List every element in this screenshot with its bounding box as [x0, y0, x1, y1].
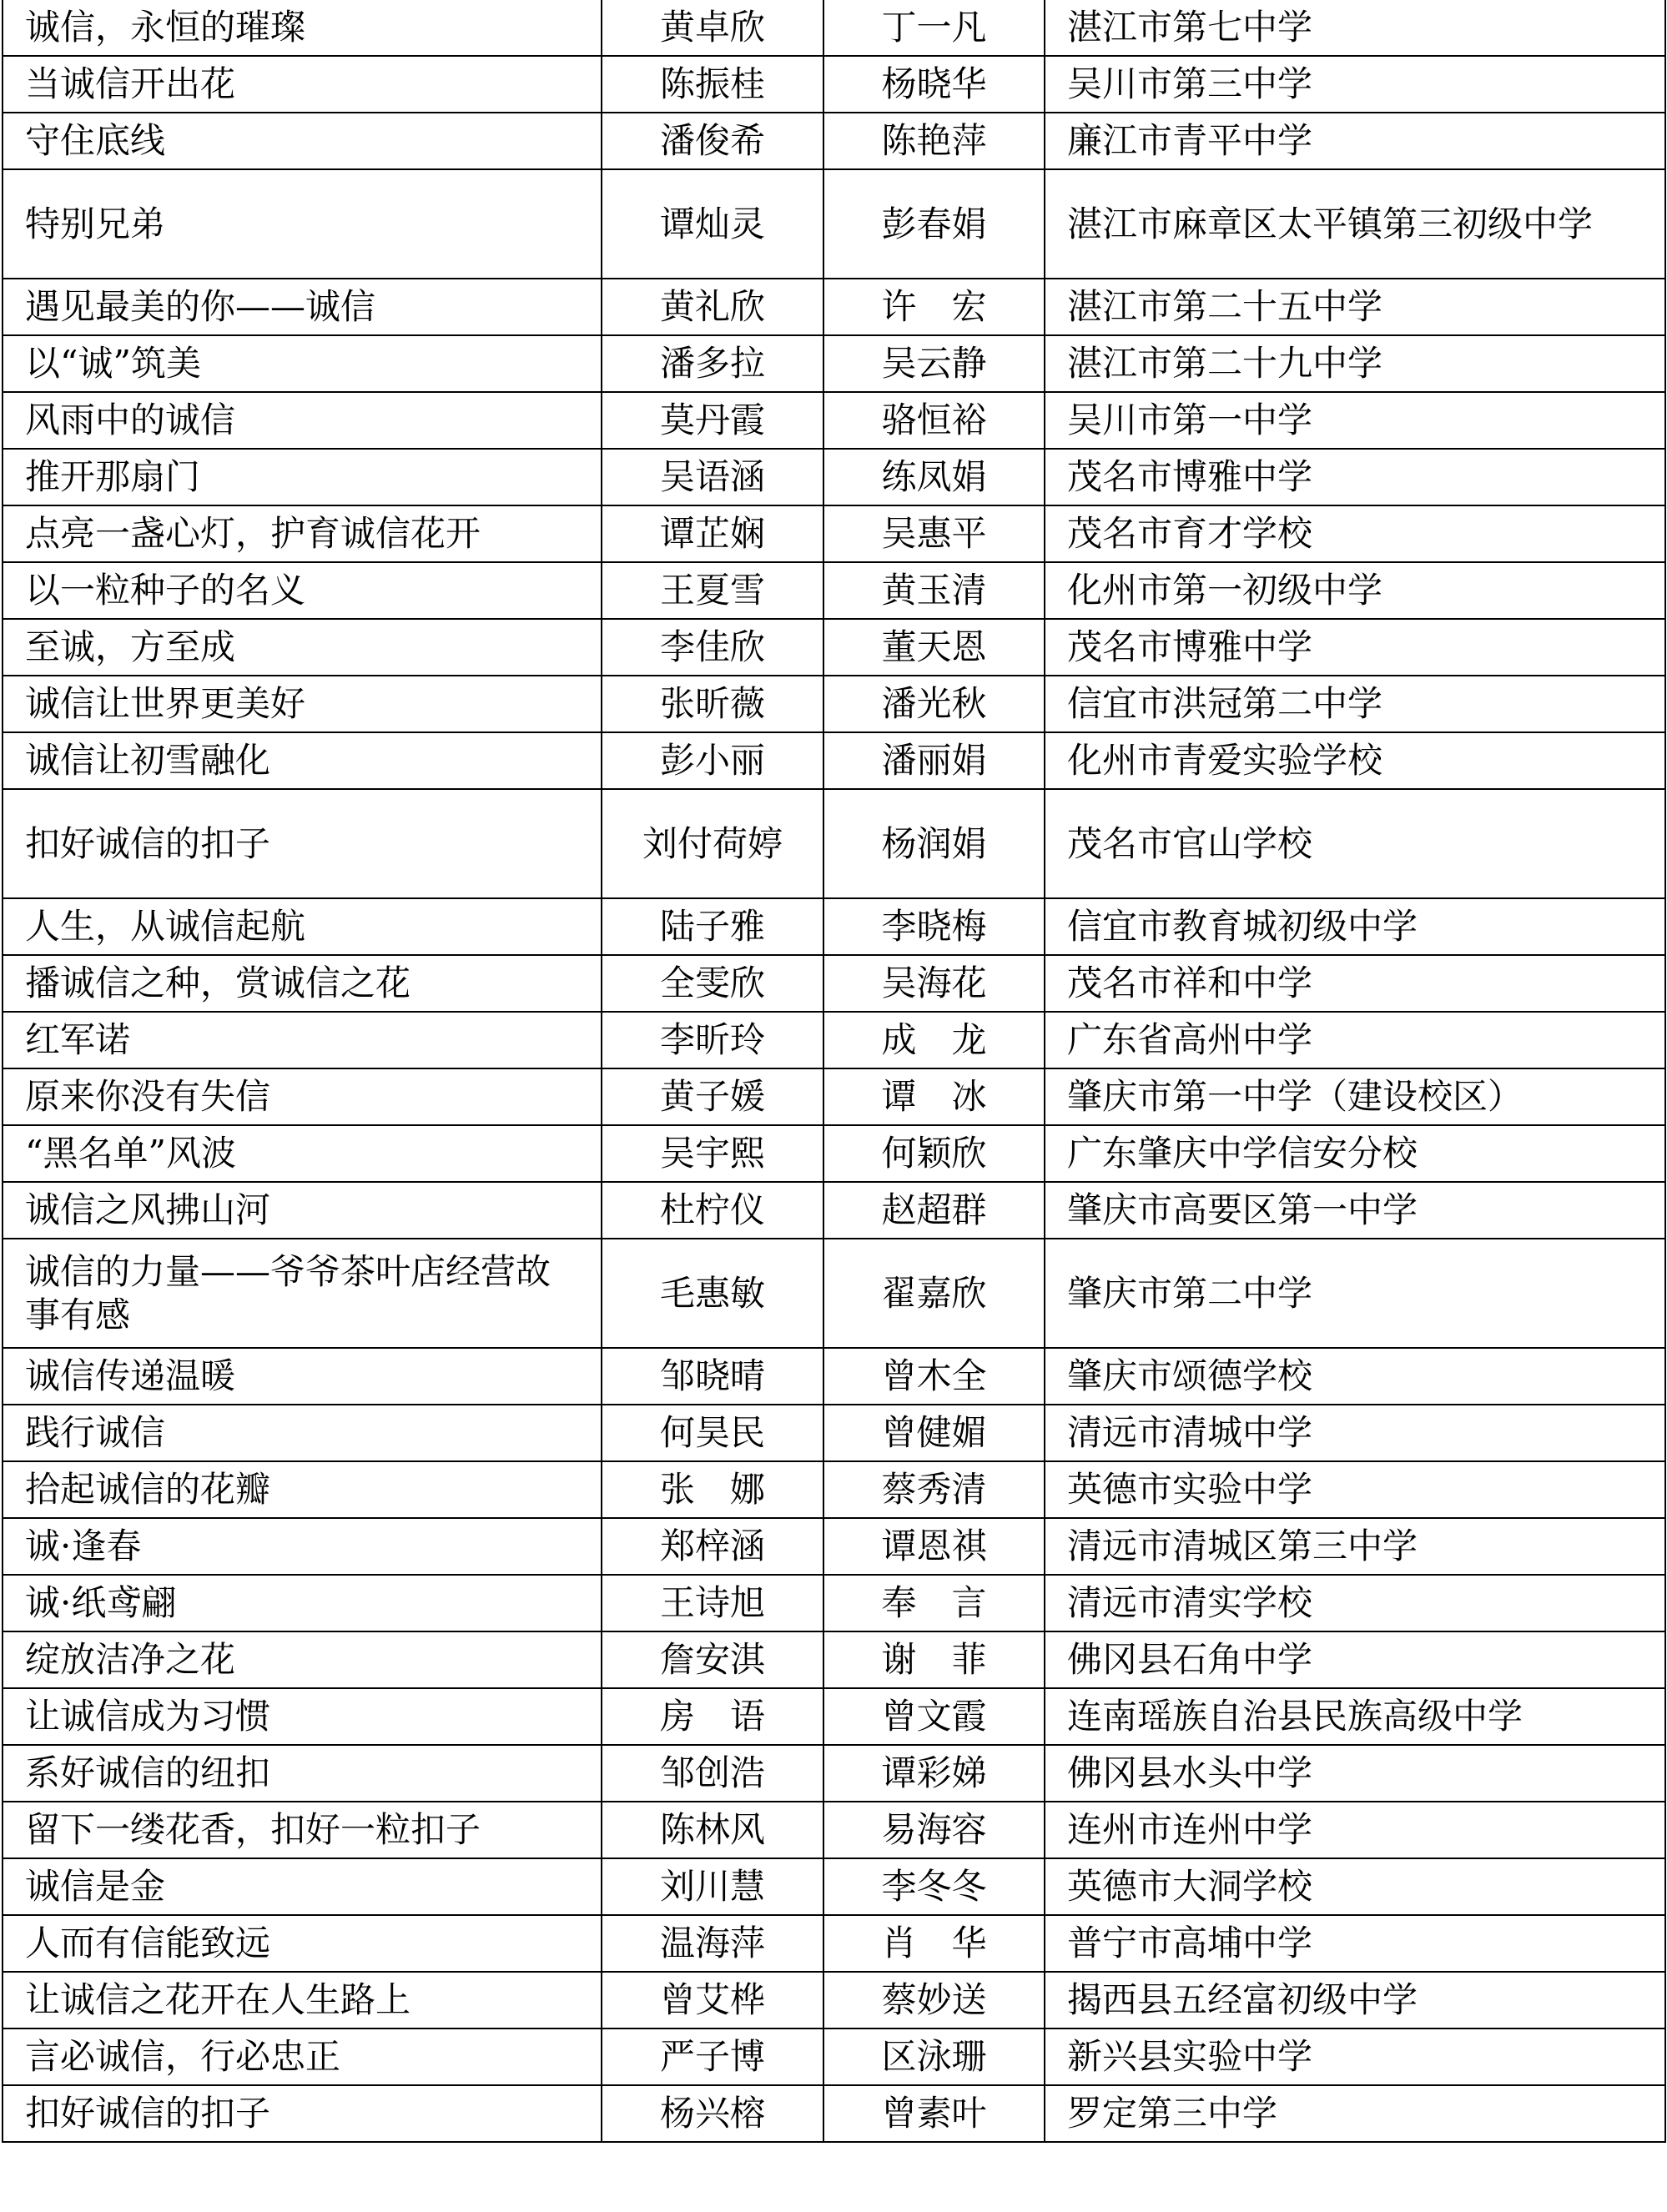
entry-title: 诚信，永恒的璀璨 [3, 0, 602, 56]
school-name: 吴川市第三中学 [1045, 56, 1665, 113]
table-row [3, 2085, 1665, 2142]
teacher-name: 许 宏 [823, 279, 1045, 335]
entry-title: 至诚，方至成 [3, 619, 602, 676]
school-name: 廉江市青平中学 [1045, 113, 1665, 169]
school-name: 广东省高州中学 [1045, 1012, 1665, 1068]
school-name: 肇庆市第一中学（建设校区） [1045, 1068, 1665, 1125]
student-name: 陆子雅 [602, 898, 823, 955]
table-row [3, 392, 1665, 449]
table-row [3, 1518, 1665, 1575]
entry-title: 诚·逢春 [3, 1518, 602, 1575]
school-name: 连州市连州中学 [1045, 1802, 1665, 1858]
student-name: 邹晓晴 [602, 1348, 823, 1405]
entry-title: 原来你没有失信 [3, 1068, 602, 1125]
table-row [3, 1182, 1665, 1239]
school-name: 清远市清城区第三中学 [1045, 1518, 1665, 1575]
teacher-name: 曾健媚 [823, 1405, 1045, 1461]
student-name: 李昕玲 [602, 1012, 823, 1068]
table-row [3, 2029, 1665, 2085]
school-name: 英德市大洞学校 [1045, 1858, 1665, 1915]
entry-title: 红军诺 [3, 1012, 602, 1068]
table-row [3, 1575, 1665, 1631]
teacher-name: 骆恒裕 [823, 392, 1045, 449]
table-row [3, 0, 1665, 56]
table-row [3, 1461, 1665, 1518]
school-name: 茂名市官山学校 [1045, 789, 1665, 898]
student-name: 张 娜 [602, 1461, 823, 1518]
table-row [3, 279, 1665, 335]
table-row [3, 619, 1665, 676]
school-name: 茂名市祥和中学 [1045, 955, 1665, 1012]
school-name: 清远市清实学校 [1045, 1575, 1665, 1631]
student-name: 李佳欣 [602, 619, 823, 676]
entry-title: 让诚信之花开在人生路上 [3, 1972, 602, 2029]
teacher-name: 杨润娟 [823, 789, 1045, 898]
table-row [3, 562, 1665, 619]
entry-title: 诚信的力量——爷爷茶叶店经营故事有感 [3, 1239, 602, 1348]
entry-title: 扣好诚信的扣子 [3, 2085, 602, 2142]
table-row [3, 113, 1665, 169]
school-name: 吴川市第一中学 [1045, 392, 1665, 449]
student-name: 房 语 [602, 1688, 823, 1745]
table-row [3, 505, 1665, 562]
teacher-name: 奉 言 [823, 1575, 1045, 1631]
teacher-name: 练凤娟 [823, 449, 1045, 505]
teacher-name: 吴惠平 [823, 505, 1045, 562]
teacher-name: 区泳珊 [823, 2029, 1045, 2085]
table-row [3, 1012, 1665, 1068]
student-name: 张昕薇 [602, 676, 823, 732]
school-name: 连南瑶族自治县民族高级中学 [1045, 1688, 1665, 1745]
teacher-name: 李冬冬 [823, 1858, 1045, 1915]
table-row [3, 1405, 1665, 1461]
entry-title: 人生，从诚信起航 [3, 898, 602, 955]
entry-title: 践行诚信 [3, 1405, 602, 1461]
table-row [3, 789, 1665, 898]
teacher-name: 李晓梅 [823, 898, 1045, 955]
school-name: 清远市清城中学 [1045, 1405, 1665, 1461]
student-name: 王诗旭 [602, 1575, 823, 1631]
teacher-name: 何颖欣 [823, 1125, 1045, 1182]
entry-title: 人而有信能致远 [3, 1915, 602, 1972]
award-list-body [3, 0, 1665, 2142]
student-name: 黄子媛 [602, 1068, 823, 1125]
table-row [3, 1972, 1665, 2029]
table-row [3, 1858, 1665, 1915]
student-name: 谭灿灵 [602, 169, 823, 279]
entry-title: 拾起诚信的花瓣 [3, 1461, 602, 1518]
table-row [3, 1745, 1665, 1802]
school-name: 茂名市博雅中学 [1045, 449, 1665, 505]
student-name: 陈振桂 [602, 56, 823, 113]
teacher-name: 赵超群 [823, 1182, 1045, 1239]
teacher-name: 成 龙 [823, 1012, 1045, 1068]
table-row [3, 1631, 1665, 1688]
table-row [3, 732, 1665, 789]
teacher-name: 蔡妙送 [823, 1972, 1045, 2029]
teacher-name: 曾木全 [823, 1348, 1045, 1405]
award-list-table [2, 0, 1666, 2143]
student-name: 莫丹霞 [602, 392, 823, 449]
teacher-name: 谭彩娣 [823, 1745, 1045, 1802]
school-name: 湛江市第七中学 [1045, 0, 1665, 56]
entry-title: 以“诚”筑美 [3, 335, 602, 392]
entry-title: 当诚信开出花 [3, 56, 602, 113]
student-name: 郑梓涵 [602, 1518, 823, 1575]
entry-title: 扣好诚信的扣子 [3, 789, 602, 898]
teacher-name: 肖 华 [823, 1915, 1045, 1972]
school-name: 茂名市博雅中学 [1045, 619, 1665, 676]
table-row [3, 335, 1665, 392]
entry-title: 留下一缕花香，扣好一粒扣子 [3, 1802, 602, 1858]
entry-title: 播诚信之种，赏诚信之花 [3, 955, 602, 1012]
student-name: 彭小丽 [602, 732, 823, 789]
entry-title: 特别兄弟 [3, 169, 602, 279]
school-name: 肇庆市高要区第一中学 [1045, 1182, 1665, 1239]
entry-title: 绽放洁净之花 [3, 1631, 602, 1688]
school-name: 佛冈县石角中学 [1045, 1631, 1665, 1688]
student-name: 陈林风 [602, 1802, 823, 1858]
entry-title: 以一粒种子的名义 [3, 562, 602, 619]
table-row [3, 449, 1665, 505]
school-name: 新兴县实验中学 [1045, 2029, 1665, 2085]
student-name: 严子博 [602, 2029, 823, 2085]
entry-title: 让诚信成为习惯 [3, 1688, 602, 1745]
table-row [3, 1915, 1665, 1972]
table-row [3, 1239, 1665, 1348]
teacher-name: 曾素叶 [823, 2085, 1045, 2142]
school-name: 罗定第三中学 [1045, 2085, 1665, 2142]
entry-title: 诚信让初雪融化 [3, 732, 602, 789]
school-name: 广东肇庆中学信安分校 [1045, 1125, 1665, 1182]
table-row [3, 1688, 1665, 1745]
school-name: 英德市实验中学 [1045, 1461, 1665, 1518]
table-row [3, 898, 1665, 955]
table-row [3, 56, 1665, 113]
teacher-name: 董天恩 [823, 619, 1045, 676]
student-name: 温海萍 [602, 1915, 823, 1972]
teacher-name: 潘丽娟 [823, 732, 1045, 789]
student-name: 何昊民 [602, 1405, 823, 1461]
entry-title: 诚信传递温暖 [3, 1348, 602, 1405]
school-name: 化州市第一初级中学 [1045, 562, 1665, 619]
entry-title: 言必诚信，行必忠正 [3, 2029, 602, 2085]
teacher-name: 吴海花 [823, 955, 1045, 1012]
entry-title: 推开那扇门 [3, 449, 602, 505]
student-name: 谭芷娴 [602, 505, 823, 562]
teacher-name: 谢 菲 [823, 1631, 1045, 1688]
school-name: 揭西县五经富初级中学 [1045, 1972, 1665, 2029]
teacher-name: 谭 冰 [823, 1068, 1045, 1125]
school-name: 信宜市教育城初级中学 [1045, 898, 1665, 955]
table-row [3, 1125, 1665, 1182]
entry-title: 诚信之风拂山河 [3, 1182, 602, 1239]
student-name: 全雯欣 [602, 955, 823, 1012]
table-row [3, 955, 1665, 1012]
school-name: 湛江市第二十五中学 [1045, 279, 1665, 335]
school-name: 信宜市洪冠第二中学 [1045, 676, 1665, 732]
teacher-name: 翟嘉欣 [823, 1239, 1045, 1348]
entry-title: 诚·纸鸢翩 [3, 1575, 602, 1631]
entry-title: 诚信是金 [3, 1858, 602, 1915]
student-name: 吴宇熙 [602, 1125, 823, 1182]
student-name: 邹创浩 [602, 1745, 823, 1802]
student-name: 刘川慧 [602, 1858, 823, 1915]
student-name: 杜柠仪 [602, 1182, 823, 1239]
student-name: 吴语涵 [602, 449, 823, 505]
school-name: 化州市青爱实验学校 [1045, 732, 1665, 789]
table-row [3, 1802, 1665, 1858]
teacher-name: 潘光秋 [823, 676, 1045, 732]
teacher-name: 黄玉清 [823, 562, 1045, 619]
school-name: 佛冈县水头中学 [1045, 1745, 1665, 1802]
school-name: 茂名市育才学校 [1045, 505, 1665, 562]
school-name: 湛江市麻章区太平镇第三初级中学 [1045, 169, 1665, 279]
teacher-name: 杨晓华 [823, 56, 1045, 113]
entry-title: 系好诚信的纽扣 [3, 1745, 602, 1802]
table-row [3, 1348, 1665, 1405]
entry-title: 风雨中的诚信 [3, 392, 602, 449]
student-name: 潘多拉 [602, 335, 823, 392]
entry-title: 守住底线 [3, 113, 602, 169]
school-name: 肇庆市颂德学校 [1045, 1348, 1665, 1405]
teacher-name: 陈艳萍 [823, 113, 1045, 169]
teacher-name: 蔡秀清 [823, 1461, 1045, 1518]
school-name: 湛江市第二十九中学 [1045, 335, 1665, 392]
teacher-name: 曾文霞 [823, 1688, 1045, 1745]
student-name: 黄礼欣 [602, 279, 823, 335]
student-name: 曾艾桦 [602, 1972, 823, 2029]
student-name: 刘付荷婷 [602, 789, 823, 898]
entry-title: 点亮一盏心灯，护育诚信花开 [3, 505, 602, 562]
entry-title: 遇见最美的你——诚信 [3, 279, 602, 335]
table-row [3, 1068, 1665, 1125]
table-row [3, 676, 1665, 732]
student-name: 詹安淇 [602, 1631, 823, 1688]
student-name: 潘俊希 [602, 113, 823, 169]
teacher-name: 谭恩祺 [823, 1518, 1045, 1575]
table-row [3, 169, 1665, 279]
entry-title: “黑名单”风波 [3, 1125, 602, 1182]
teacher-name: 易海容 [823, 1802, 1045, 1858]
teacher-name: 丁一凡 [823, 0, 1045, 56]
teacher-name: 吴云静 [823, 335, 1045, 392]
student-name: 黄卓欣 [602, 0, 823, 56]
entry-title: 诚信让世界更美好 [3, 676, 602, 732]
teacher-name: 彭春娟 [823, 169, 1045, 279]
school-name: 普宁市高埔中学 [1045, 1915, 1665, 1972]
student-name: 毛惠敏 [602, 1239, 823, 1348]
school-name: 肇庆市第二中学 [1045, 1239, 1665, 1348]
student-name: 王夏雪 [602, 562, 823, 619]
student-name: 杨兴榕 [602, 2085, 823, 2142]
